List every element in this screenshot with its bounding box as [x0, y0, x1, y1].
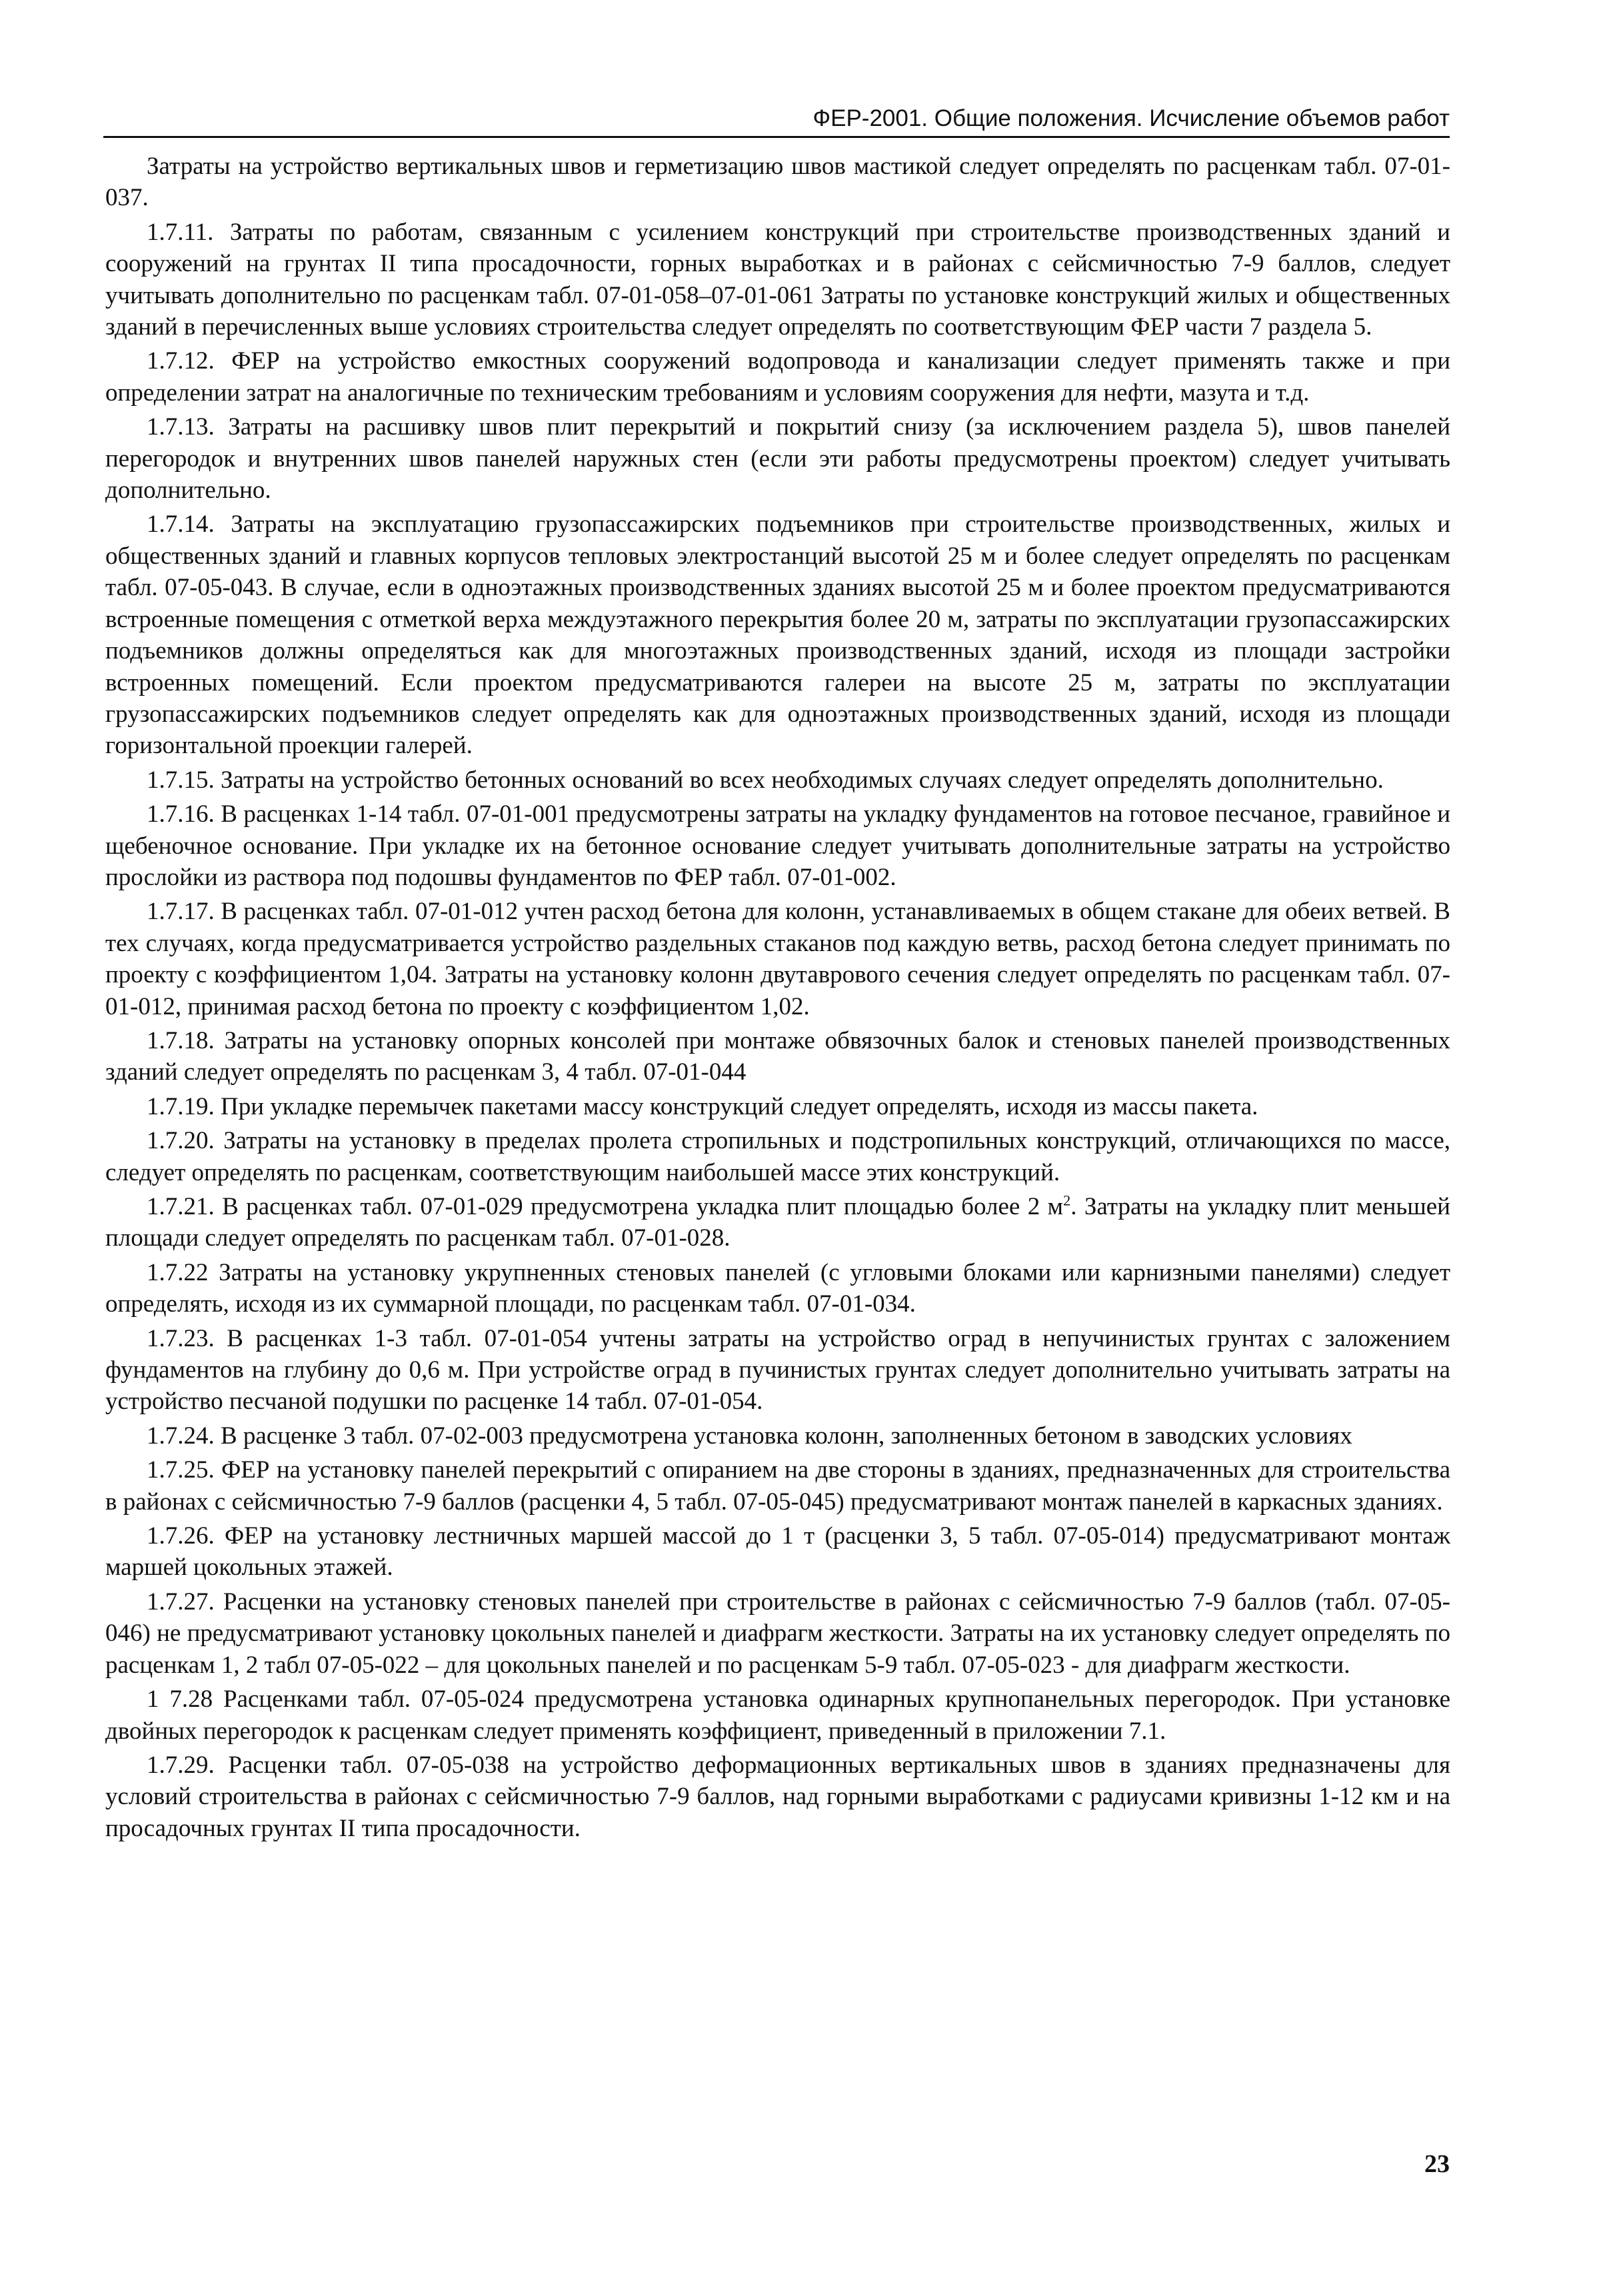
paragraph-1-7-12: 1.7.12. ФЕР на устройство емкостных сооружений водопровода и канализации следует применять также и при определении затрат на аналогичные по техническим требованиям и условиям сооружения для нефти, мазута и т.д.	[105, 347, 1450, 407]
paragraph-1-7-18: 1.7.18. Затраты на установку опорных консолей при монтаже обвязочных балок и стеновых панелей производственных зданий следует определять по расценкам 3, 4 табл. 07-01-044	[105, 1026, 1450, 1086]
paragraph-1-7-27: 1.7.27. Расценки на установку стеновых панелей при строительстве в районах с сейсмичностью 7-9 баллов (табл. 07-05-046) не предусматривают установку цокольных панелей и диафрагм жесткости. Затраты на их установку следует определять по расценкам 1, 2 табл 07-05-022 – для цокольных панелей и по расценкам 5-9 табл. 07-05-023 - для диафрагм жесткости.	[105, 1588, 1450, 1679]
paragraph-1-7-29: 1.7.29. Расценки табл. 07-05-038 на устройство деформационных вертикальных швов в зданиях предназначены для условий строительства в районах с сейсмичностью 7-9 баллов, над горными выработками с радиусами кривизны 1-12 км и на просадочных грунтах II типа просадочности.	[105, 1751, 1450, 1842]
paragraph-1-7-20: 1.7.20. Затраты на установку в пределах пролета стропильных и подстропильных конструкций, отличающихся по массе, следует определять по расценкам, соответствующим наибольшей массе этих конструкций.	[105, 1127, 1450, 1186]
document-body	[105, 151, 1450, 1847]
paragraph-1-7-21-text: 1.7.21. В расценках табл. 07-01-029 предусмотрена укладка плит площадью более 2 м	[147, 1193, 1064, 1220]
paragraph-1-7-26: 1.7.26. ФЕР на установку лестничных маршей массой до 1 т (расценки 3, 5 табл. 07-05-014) предусматривают монтаж маршей цокольных этажей.	[105, 1522, 1450, 1582]
paragraph-1-7-11: 1.7.11. Затраты по работам, связанным с усилением конструкций при строительстве производственных зданий и сооружений на грунтах II типа просадочности, горных выработках и в районах с сейсмичностью 7-9 баллов, следует учитывать дополнительно по расценкам табл. 07-01-058–07-01-061 Затраты по установке конструкций жилых и общественных зданий в перечисленных выше условиях строительства следует определять по соответствующим ФЕР части 7 раздела 5.	[105, 218, 1450, 341]
paragraph-1-7-19: 1.7.19. При укладке перемычек пакетами массу конструкций следует определять, исходя из массы пакета.	[147, 1092, 1258, 1120]
paragraph-1-7-23: 1.7.23. В расценках 1-3 табл. 07-01-054 учтены затраты на устройство оград в непучинистых грунтах с заложением фундаментов на глубину до 0,6 м. При устройстве оград в пучинистых грунтах следует дополнительно учитывать затраты на устройство песчаной подушки по расценке 14 табл. 07-01-054.	[105, 1324, 1450, 1416]
paragraph-1-7-25: 1.7.25. ФЕР на установку панелей перекрытий с опиранием на две стороны в зданиях, предназначенных для строительства в районах с сейсмичностью 7-9 баллов (расценки 4, 5 табл. 07-05-045) предусматривают монтаж панелей в каркасных зданиях.	[105, 1456, 1450, 1516]
paragraph: Затраты на устройство вертикальных швов и герметизацию швов мастикой следует определять по расценкам табл. 07-01-037.	[105, 153, 1450, 212]
paragraph-1-7-21-text-cont: . Затраты на укладку плит меньшей площади следует определять по расценкам табл. 07-01-028.	[105, 1193, 1450, 1252]
paragraph-1-7-15: 1.7.15. Затраты на устройство бетонных оснований во всех необходимых случаях следует определять дополнительно.	[147, 766, 1384, 794]
header-title: ФЕР-2001. Общие положения. Исчисление объемов работ	[812, 105, 1450, 131]
running-header	[103, 95, 1450, 138]
paragraph-1-7-28: 1 7.28 Расценками табл. 07-05-024 предусмотрена установка одинарных крупнопанельных перегородок. При установке двойных перегородок к расценкам следует применять коэффициент, приведенный в приложении 7.1.	[105, 1686, 1450, 1745]
paragraph-1-7-24: 1.7.24. В расценке 3 табл. 07-02-003 предусмотрена установка колонн, заполненных бетоном в заводских условиях	[147, 1422, 1352, 1450]
paragraph-1-7-16: 1.7.16. В расценках 1-14 табл. 07-01-001 предусмотрены затраты на укладку фундаментов на готовое песчаное, гравийное и щебеночное основание. При укладке их на бетонное основание следует учитывать дополнительные затраты на устройство прослойки из раствора под подошвы фундаментов по ФЕР табл. 07-01-002.	[105, 800, 1450, 891]
paragraph-1-7-21	[105, 1191, 1450, 1254]
paragraph-1-7-13: 1.7.13. Затраты на расшивку швов плит перекрытий и покрытий снизу (за исключением раздела 5), швов панелей перегородок и внутренних швов панелей наружных стен (если эти работы предусмотрены проектом) следует учитывать дополнительно.	[105, 413, 1450, 505]
paragraph-1-7-22: 1.7.22 Затраты на установку укрупненных стеновых панелей (с угловыми блоками или карнизными панелями) следует определять, исходя из их суммарной площади, по расценкам табл. 07-01-034.	[105, 1258, 1450, 1318]
superscript: 2	[1063, 1192, 1071, 1209]
paragraph-1-7-14: 1.7.14. Затраты на эксплуатацию грузопассажирских подъемников при строительстве производственных, жилых и общественных зданий и главных корпусов тепловых электростанций высотой 25 м и более следует определять по расценкам табл. 07-05-043. В случае, если в одноэтажных производственных зданиях высотой 25 м и более проектом предусматриваются встроенные помещения с отметкой верха междуэтажного перекрытия более 20 м, затраты по эксплуатации грузопассажирских подъемников должны определяться как для многоэтажных производственных зданий, исходя из площади застройки встроенных помещений. Если проектом предусматриваются галереи на высоте 25 м, затраты по эксплуатации грузопассажирских подъемников следует определять как для одноэтажных производственных зданий, исходя из площади горизонтальной проекции галерей.	[105, 511, 1450, 760]
paragraph-1-7-17: 1.7.17. В расценках табл. 07-01-012 учтен расход бетона для колонн, устанавливаемых в общем стакане для обеих ветвей. В тех случаях, когда предусматривается устройство раздельных стаканов под каждую ветвь, расход бетона следует принимать по проекту с коэффициентом 1,04. Затраты на установку колонн двутаврового сечения следует определять по расценкам табл. 07-01-012, принимая расход бетона по проекту с коэффициентом 1,02.	[105, 898, 1450, 1020]
page-number: 23	[1424, 2150, 1450, 2178]
